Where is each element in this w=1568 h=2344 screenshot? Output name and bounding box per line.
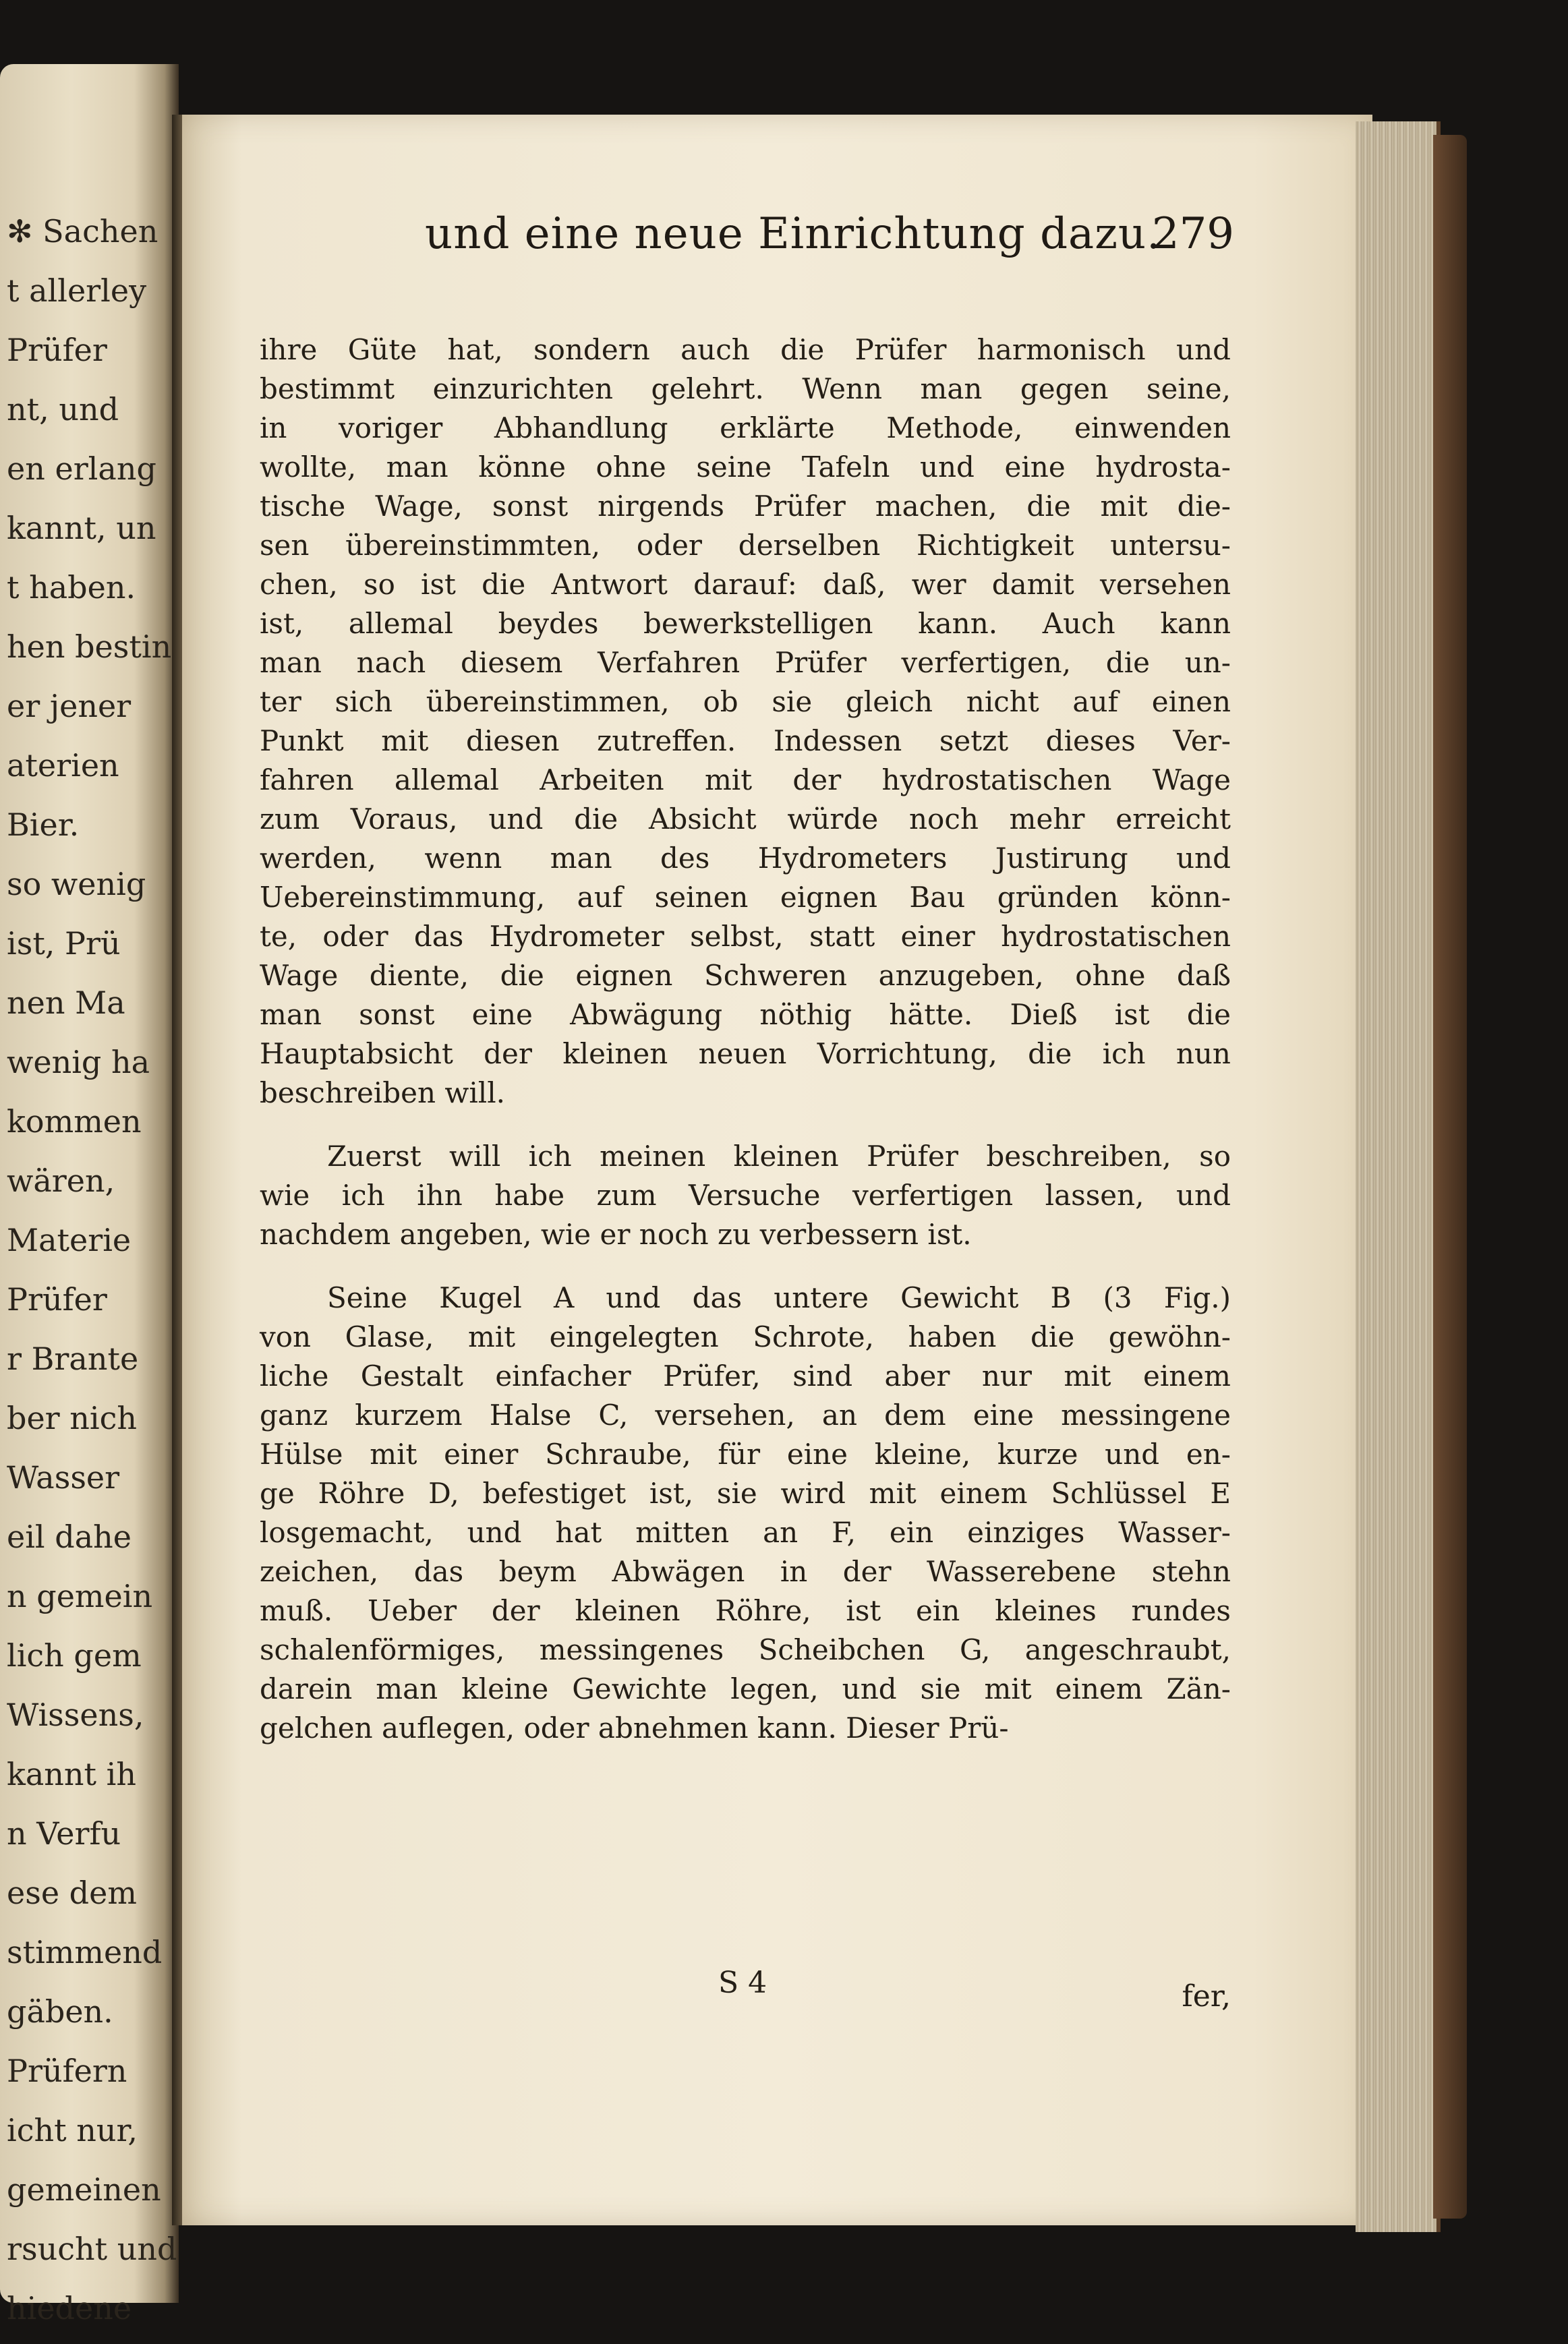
- left-page-fragment: r Brante: [7, 1341, 139, 1377]
- text-line: zum Voraus, und die Absicht würde noch mehr erreicht: [260, 802, 1231, 836]
- left-page-fragment: wären,: [7, 1163, 115, 1199]
- left-page-fragment: Prüfer: [7, 332, 107, 368]
- left-page-fragment: lich gem: [7, 1637, 142, 1674]
- text-line: ter sich übereinstimmen, ob sie gleich nicht auf einen: [260, 685, 1231, 718]
- text-line: te, oder das Hydrometer selbst, statt einer hydrostatischen: [260, 920, 1231, 953]
- left-page-fragment: er jener: [7, 688, 132, 724]
- text-line: ganz kurzem Halse C, versehen, an dem eine messingene: [260, 1399, 1231, 1432]
- left-page-edge: [0, 64, 179, 2326]
- text-line: Zuerst will ich meinen kleinen Prüfer beschreiben, so: [327, 1140, 1231, 1173]
- paragraph-1: [260, 330, 1231, 1113]
- catchword: fer,: [1182, 1979, 1231, 2014]
- text-line: sen übereinstimmten, oder derselben Richtigkeit untersu-: [260, 529, 1231, 562]
- left-page-fragment: Wissens,: [7, 1697, 144, 1733]
- paragraph-3: [260, 1279, 1231, 1748]
- left-page-fragment: n gemein: [7, 1578, 153, 1614]
- left-page-fragment: kannt ih: [7, 1756, 136, 1792]
- left-page-fragment: ese dem: [7, 1875, 137, 1911]
- text-line: schalenförmiges, messingenes Scheibchen G, angeschraubt,: [260, 1633, 1231, 1666]
- text-line: darein man kleine Gewichte legen, und sie mit einem Zän-: [260, 1672, 1231, 1705]
- left-page-fragment: hiedene: [7, 2290, 132, 2326]
- left-page-fragment: n Verfu: [7, 1815, 121, 1852]
- text-line: Punkt mit diesen zutreffen. Indessen setzt dieses Ver-: [260, 724, 1231, 757]
- text-line: chen, so ist die Antwort darauf: daß, wer damit versehen: [260, 568, 1231, 601]
- left-page-fragment: gemeinen: [7, 2171, 161, 2208]
- page-header: [425, 196, 1234, 270]
- text-line: wollte, man könne ohne seine Tafeln und eine hydrosta-: [260, 450, 1231, 484]
- text-line: Seine Kugel A und das untere Gewicht B (3 Fig.): [327, 1281, 1231, 1314]
- signature-mark: S 4: [718, 1966, 767, 2000]
- text-line: muß. Ueber der kleinen Röhre, ist ein kleines rundes: [260, 1594, 1231, 1627]
- left-page-fragment: t allerley: [7, 272, 147, 309]
- left-page-fragment: icht nur,: [7, 2112, 138, 2148]
- text-line: Wage diente, die eignen Schweren anzugeben, ohne daß: [260, 959, 1231, 992]
- text-line: Uebereinstimmung, auf seinen eignen Bau gründen könn-: [260, 881, 1231, 914]
- left-page-fragment: en erlang: [7, 450, 156, 487]
- text-line: nachdem angeben, wie er noch zu verbessern ist.: [260, 1218, 972, 1251]
- text-line: zeichen, das beym Abwägen in der Wasserebene stehn: [260, 1555, 1231, 1588]
- left-page-fragment: gäben.: [7, 1993, 113, 2030]
- text-line: wie ich ihn habe zum Versuche verfertigen lassen, und: [260, 1179, 1231, 1212]
- left-page-fragment: nt, und: [7, 391, 119, 428]
- left-page-fragment: aterien: [7, 747, 119, 784]
- left-page-fragment: ist, Prü: [7, 925, 121, 962]
- left-page-fragment: nen Ma: [7, 985, 125, 1021]
- left-page-fragment: ber nich: [7, 1400, 138, 1436]
- left-page-fragment: hen bestin: [7, 628, 172, 665]
- text-line: man nach diesem Verfahren Prüfer verfertigen, die un-: [260, 646, 1231, 679]
- text-line: Hauptabsicht der kleinen neuen Vorrichtung, die ich nun: [260, 1037, 1231, 1070]
- page-footer: [260, 1966, 1231, 2013]
- text-line: von Glase, mit eingelegten Schrote, haben die gewöhn-: [260, 1320, 1231, 1353]
- text-line: ihre Güte hat, sondern auch die Prüfer harmonisch und: [260, 333, 1231, 366]
- text-line: werden, wenn man des Hydrometers Justirung und: [260, 842, 1231, 875]
- left-page-fragment: Materie: [7, 1222, 132, 1258]
- paragraph-2: [260, 1137, 1231, 1254]
- left-page-fragment: Prüfer: [7, 1281, 107, 1318]
- text-line: bestimmt einzurichten gelehrt. Wenn man gegen seine,: [260, 372, 1231, 405]
- page-fore-edge: [1356, 121, 1441, 2232]
- text-line: gelchen auflegen, oder abnehmen kann. Dieser Prü-: [260, 1711, 1009, 1745]
- text-line: tische Wage, sonst nirgends Prüfer machen, die mit die-: [260, 490, 1231, 523]
- left-page-fragment: wenig ha: [7, 1044, 150, 1080]
- page-body: [260, 330, 1231, 1748]
- text-line: ist, allemal beydes bewerkstelligen kann. Auch kann: [260, 607, 1231, 640]
- left-page-fragment: kommen: [7, 1103, 142, 1140]
- book-cover-edge: [1433, 135, 1467, 2219]
- text-line: fahren allemal Arbeiten mit der hydrostatischen Wage: [260, 763, 1231, 796]
- text-line: in voriger Abhandlung erklärte Methode, einwenden: [260, 411, 1231, 444]
- text-line: beschreiben will.: [260, 1076, 505, 1109]
- left-page-fragment: stimmend: [7, 1934, 163, 1970]
- left-page-fragment: rsucht und: [7, 2231, 177, 2267]
- text-line: Hülse mit einer Schraube, für eine kleine, kurze und en-: [260, 1438, 1231, 1471]
- text-line: losgemacht, und hat mitten an F, ein einziges Wasser-: [260, 1516, 1231, 1549]
- left-page-fragment: t haben.: [7, 569, 136, 606]
- left-page-fragment: Prüfern: [7, 2053, 127, 2089]
- page-number: 279: [1151, 209, 1234, 259]
- left-page-fragment: kannt, un: [7, 510, 156, 546]
- left-page-fragment: eil dahe: [7, 1519, 132, 1555]
- left-page-fragment: Bier.: [7, 807, 80, 843]
- running-title: und eine neue Einrichtung dazu.: [425, 209, 1161, 259]
- text-line: man sonst eine Abwägung nöthig hätte. Dieß ist die: [260, 998, 1231, 1031]
- left-page-fragment: ✻ Sachen: [7, 213, 158, 250]
- text-line: ge Röhre D, befestiget ist, sie wird mit einem Schlüssel E: [260, 1477, 1231, 1510]
- text-line: liche Gestalt einfacher Prüfer, sind aber nur mit einem: [260, 1359, 1231, 1393]
- left-page-fragment: Wasser: [7, 1459, 120, 1496]
- left-page-fragment: so wenig: [7, 866, 146, 902]
